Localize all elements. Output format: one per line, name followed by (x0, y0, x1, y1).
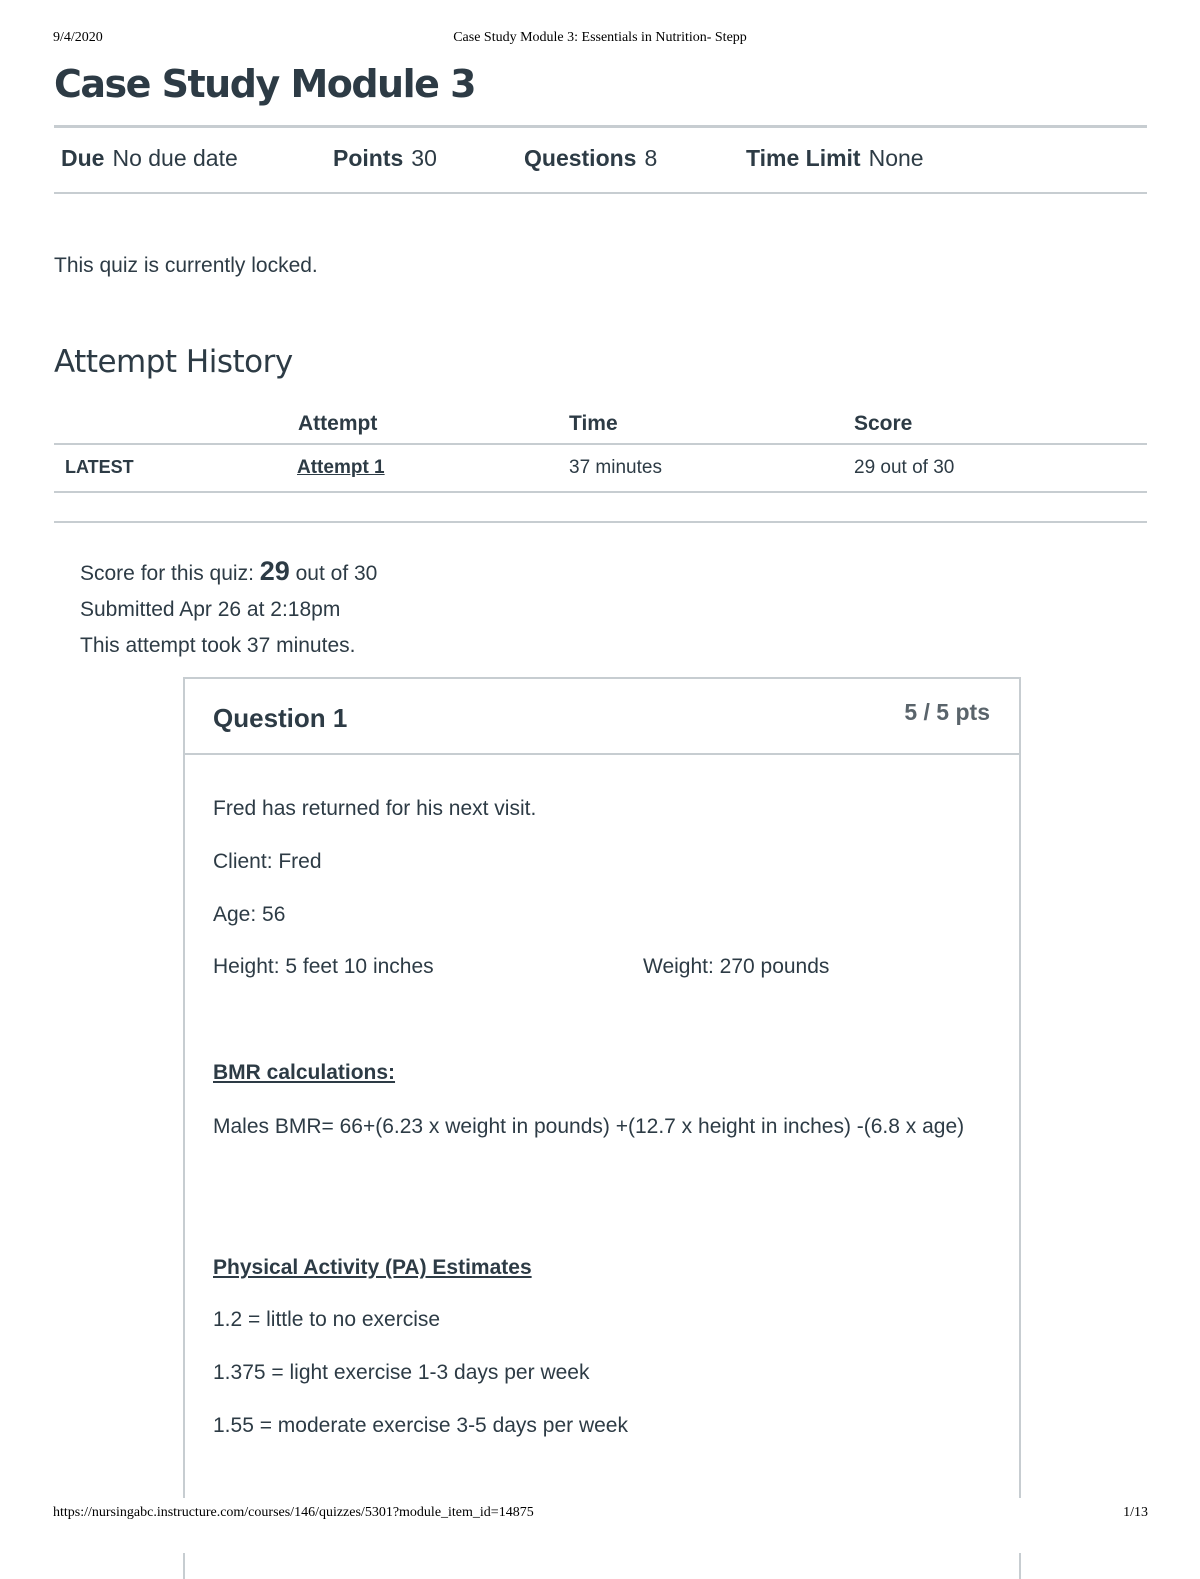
pa-heading: Physical Activity (PA) Estimates (213, 1256, 532, 1279)
score-value: 29 (259, 556, 290, 586)
meta-questions (524, 145, 657, 172)
bmr-formula: Males BMR= 66+(6.23 x weight in pounds) +(12.7 x height in inches) -(6.8 x age) (213, 1115, 965, 1138)
meta-questions-value: 8 (644, 145, 658, 171)
meta-points (333, 145, 437, 172)
meta-time-limit (746, 145, 924, 172)
client-height: Height: 5 feet 10 inches (213, 955, 434, 978)
print-date: 9/4/2020 (53, 30, 103, 45)
client-weight: Weight: 270 pounds (643, 955, 830, 978)
attempt-time: 37 minutes (569, 457, 662, 478)
meta-questions-label: Questions (524, 145, 637, 171)
print-page-number: 1/13 (1123, 1505, 1148, 1520)
column-header-time: Time (569, 412, 618, 435)
score-line (80, 553, 377, 592)
title-divider (54, 125, 1147, 128)
meta-due (61, 145, 238, 172)
print-url: https://nursingabc.instructure.com/courses/146/quizzes/5301?module_item_id=14875 (53, 1505, 534, 1520)
row-divider (54, 491, 1147, 493)
meta-due-value: No due date (112, 145, 238, 171)
question-title: Question 1 (213, 703, 348, 733)
attempt-history-heading: Attempt History (54, 344, 293, 380)
question-header (185, 679, 1019, 755)
quiz-meta (54, 145, 1147, 177)
question-intro: Fred has returned for his next visit. (213, 797, 537, 820)
header-divider (54, 443, 1147, 445)
client-name: Client: Fred (213, 850, 322, 873)
print-header (0, 30, 1200, 50)
history-bottom-divider (54, 521, 1147, 523)
pa-estimate-2: 1.375 = light exercise 1-3 days per week (213, 1361, 590, 1384)
attempt-score: 29 out of 30 (854, 457, 955, 478)
attempt-1-link[interactable]: Attempt 1 (297, 457, 385, 478)
score-prefix: Score for this quiz: (80, 562, 260, 585)
meta-time-limit-label: Time Limit (746, 145, 861, 171)
pa-estimate-1: 1.2 = little to no exercise (213, 1308, 441, 1331)
meta-due-label: Due (61, 145, 105, 171)
meta-points-label: Points (333, 145, 404, 171)
print-page-title: Case Study Module 3: Essentials in Nutrition- Stepp (453, 30, 747, 45)
client-age: Age: 56 (213, 903, 286, 926)
submitted-line: Submitted Apr 26 at 2:18pm (80, 598, 341, 621)
latest-tag: LATEST (65, 457, 134, 477)
column-header-attempt: Attempt (298, 412, 378, 435)
locked-message: This quiz is currently locked. (54, 254, 318, 277)
column-header-score: Score (854, 412, 913, 435)
question-card (183, 677, 1021, 1579)
attempt-summary (80, 553, 377, 664)
page-title: Case Study Module 3 (54, 62, 476, 106)
duration-line: This attempt took 37 minutes. (80, 634, 356, 657)
meta-divider (54, 192, 1147, 194)
pa-estimate-3: 1.55 = moderate exercise 3-5 days per week (213, 1414, 628, 1437)
bmr-heading: BMR calculations: (213, 1061, 396, 1084)
meta-time-limit-value: None (868, 145, 924, 171)
meta-points-value: 30 (411, 145, 437, 171)
question-points: 5 / 5 pts (904, 699, 990, 725)
score-suffix: out of 30 (289, 562, 378, 585)
